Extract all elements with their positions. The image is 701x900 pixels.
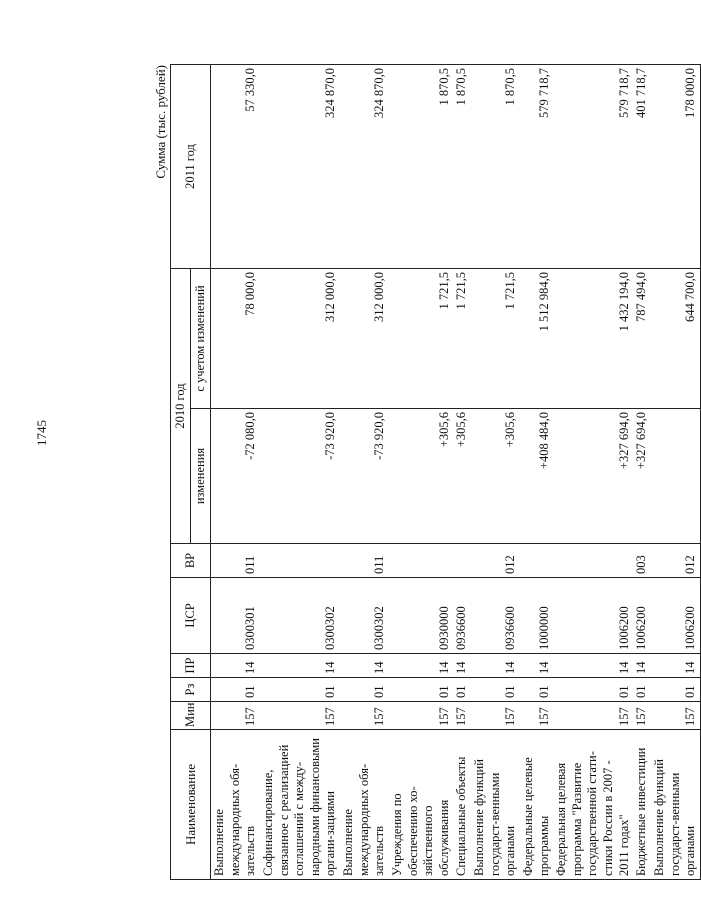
- row-csr: 1006200: [633, 578, 651, 654]
- row-pr: 14: [553, 654, 633, 678]
- row-rz: 01: [389, 678, 454, 702]
- row-vr: 012: [651, 544, 700, 578]
- row-rz: 01: [260, 678, 340, 702]
- header-changes: изменения: [191, 409, 211, 544]
- row-csr: 0930000: [389, 578, 454, 654]
- row-2011: 324 870,0: [260, 64, 340, 268]
- header-min: Мин: [171, 702, 211, 730]
- row-2011: 178 000,0: [651, 64, 700, 268]
- row-2011: 401 718,7: [633, 64, 651, 268]
- row-csr: 1000000: [520, 578, 553, 654]
- row-name: Выполнение функций государст-венными органами: [651, 730, 700, 880]
- row-pr: 14: [389, 654, 454, 678]
- row-with-changes: 1 721,5: [471, 268, 520, 408]
- row-vr: [260, 544, 340, 578]
- row-pr: 14: [471, 654, 520, 678]
- row-vr: 011: [211, 544, 260, 578]
- row-min: 157: [211, 702, 260, 730]
- row-2011: 324 870,0: [340, 64, 389, 268]
- row-name: Федеральная целевая программа "Развитие государственной стати-стики России в 2007 - 2011 годах": [553, 730, 633, 880]
- table-row: [340, 64, 389, 879]
- row-rz: 01: [453, 678, 471, 702]
- row-vr: 012: [471, 544, 520, 578]
- row-pr: 14: [633, 654, 651, 678]
- units-label: Сумма (тыс. рублей): [153, 65, 168, 179]
- row-pr: 14: [211, 654, 260, 678]
- row-with-changes: 1 432 194,0: [553, 268, 633, 408]
- row-changes: +408 484,0: [520, 409, 553, 544]
- row-name: Федеральные целевые программы: [520, 730, 553, 880]
- row-changes: -73 920,0: [340, 409, 389, 544]
- row-name: Бюджетные инвестиции: [633, 730, 651, 880]
- row-rz: 01: [340, 678, 389, 702]
- table-row: [453, 64, 471, 879]
- row-vr: 003: [633, 544, 651, 578]
- row-min: 157: [520, 702, 553, 730]
- table-row: [471, 64, 520, 879]
- row-rz: 01: [211, 678, 260, 702]
- budget-table: [170, 64, 701, 880]
- row-with-changes: 787 494,0: [633, 268, 651, 408]
- row-changes: +305,6: [389, 409, 454, 544]
- row-with-changes: 78 000,0: [211, 268, 260, 408]
- row-vr: [520, 544, 553, 578]
- row-rz: 01: [471, 678, 520, 702]
- row-vr: [453, 544, 471, 578]
- row-min: 157: [651, 702, 700, 730]
- row-csr: 0300301: [211, 578, 260, 654]
- row-csr: 1006200: [553, 578, 633, 654]
- row-2011: 1 870,5: [453, 64, 471, 268]
- row-changes: +305,6: [453, 409, 471, 544]
- row-changes: [651, 409, 700, 544]
- row-csr: 1006200: [651, 578, 700, 654]
- row-name: Выполнение международных обя-зательств: [340, 730, 389, 880]
- row-pr: 14: [453, 654, 471, 678]
- row-name: Софинансирование, связанное с реализацией соглашений с между-народными финансовыми органи-зациями: [260, 730, 340, 880]
- row-changes: -72 080,0: [211, 409, 260, 544]
- row-changes: +305,6: [471, 409, 520, 544]
- row-pr: 14: [651, 654, 700, 678]
- row-changes: +327 694,0: [553, 409, 633, 544]
- header-pr: ПР: [171, 654, 211, 678]
- table-row: [389, 64, 454, 879]
- row-min: 157: [389, 702, 454, 730]
- row-with-changes: 1 721,5: [389, 268, 454, 408]
- table-row: [211, 64, 260, 879]
- table-row: [553, 64, 633, 879]
- row-with-changes: 312 000,0: [260, 268, 340, 408]
- header-rz: Рз: [171, 678, 211, 702]
- row-2011: 57 330,0: [211, 64, 260, 268]
- table-row: [651, 64, 700, 879]
- row-vr: 011: [340, 544, 389, 578]
- table-row: [633, 64, 651, 879]
- header-year-2010: 2010 год: [171, 268, 191, 543]
- rotated-table-region: [150, 65, 698, 880]
- header-year-2011: 2011 год: [171, 64, 211, 268]
- row-csr: 0936600: [453, 578, 471, 654]
- row-2011: 579 718,7: [553, 64, 633, 268]
- header-row-1: [171, 64, 191, 879]
- row-name: Учреждения по обеспечению хо-зяйственного обслуживания: [389, 730, 454, 880]
- row-2011: 579 718,7: [520, 64, 553, 268]
- row-rz: 01: [651, 678, 700, 702]
- row-min: 157: [260, 702, 340, 730]
- row-2011: 1 870,5: [389, 64, 454, 268]
- row-csr: 0300302: [260, 578, 340, 654]
- row-rz: 01: [553, 678, 633, 702]
- row-min: 157: [633, 702, 651, 730]
- row-changes: +327 694,0: [633, 409, 651, 544]
- row-rz: 01: [633, 678, 651, 702]
- header-name: Наименование: [171, 730, 211, 880]
- row-csr: 0300302: [340, 578, 389, 654]
- row-name: Выполнение функций государст-венными органами: [471, 730, 520, 880]
- row-csr: 0936600: [471, 578, 520, 654]
- row-with-changes: 312 000,0: [340, 268, 389, 408]
- row-min: 157: [471, 702, 520, 730]
- row-rz: 01: [520, 678, 553, 702]
- header-with-changes: с учетом изменений: [191, 268, 211, 408]
- row-changes: -73 920,0: [260, 409, 340, 544]
- row-with-changes: 1 721,5: [453, 268, 471, 408]
- row-min: 157: [553, 702, 633, 730]
- page-number: 1745: [34, 420, 49, 446]
- table-body: [211, 64, 701, 879]
- table-row: [260, 64, 340, 879]
- row-vr: [389, 544, 454, 578]
- row-with-changes: 1 512 984,0: [520, 268, 553, 408]
- row-with-changes: 644 700,0: [651, 268, 700, 408]
- row-min: 157: [453, 702, 471, 730]
- row-name: Выполнение международных обя-зательств: [211, 730, 260, 880]
- row-vr: [553, 544, 633, 578]
- row-pr: 14: [260, 654, 340, 678]
- row-pr: 14: [520, 654, 553, 678]
- row-name: Специальные объекты: [453, 730, 471, 880]
- row-2011: 1 870,5: [471, 64, 520, 268]
- header-vr: ВР: [171, 544, 211, 578]
- table-row: [520, 64, 553, 879]
- row-min: 157: [340, 702, 389, 730]
- row-pr: 14: [340, 654, 389, 678]
- header-csr: ЦСР: [171, 578, 211, 654]
